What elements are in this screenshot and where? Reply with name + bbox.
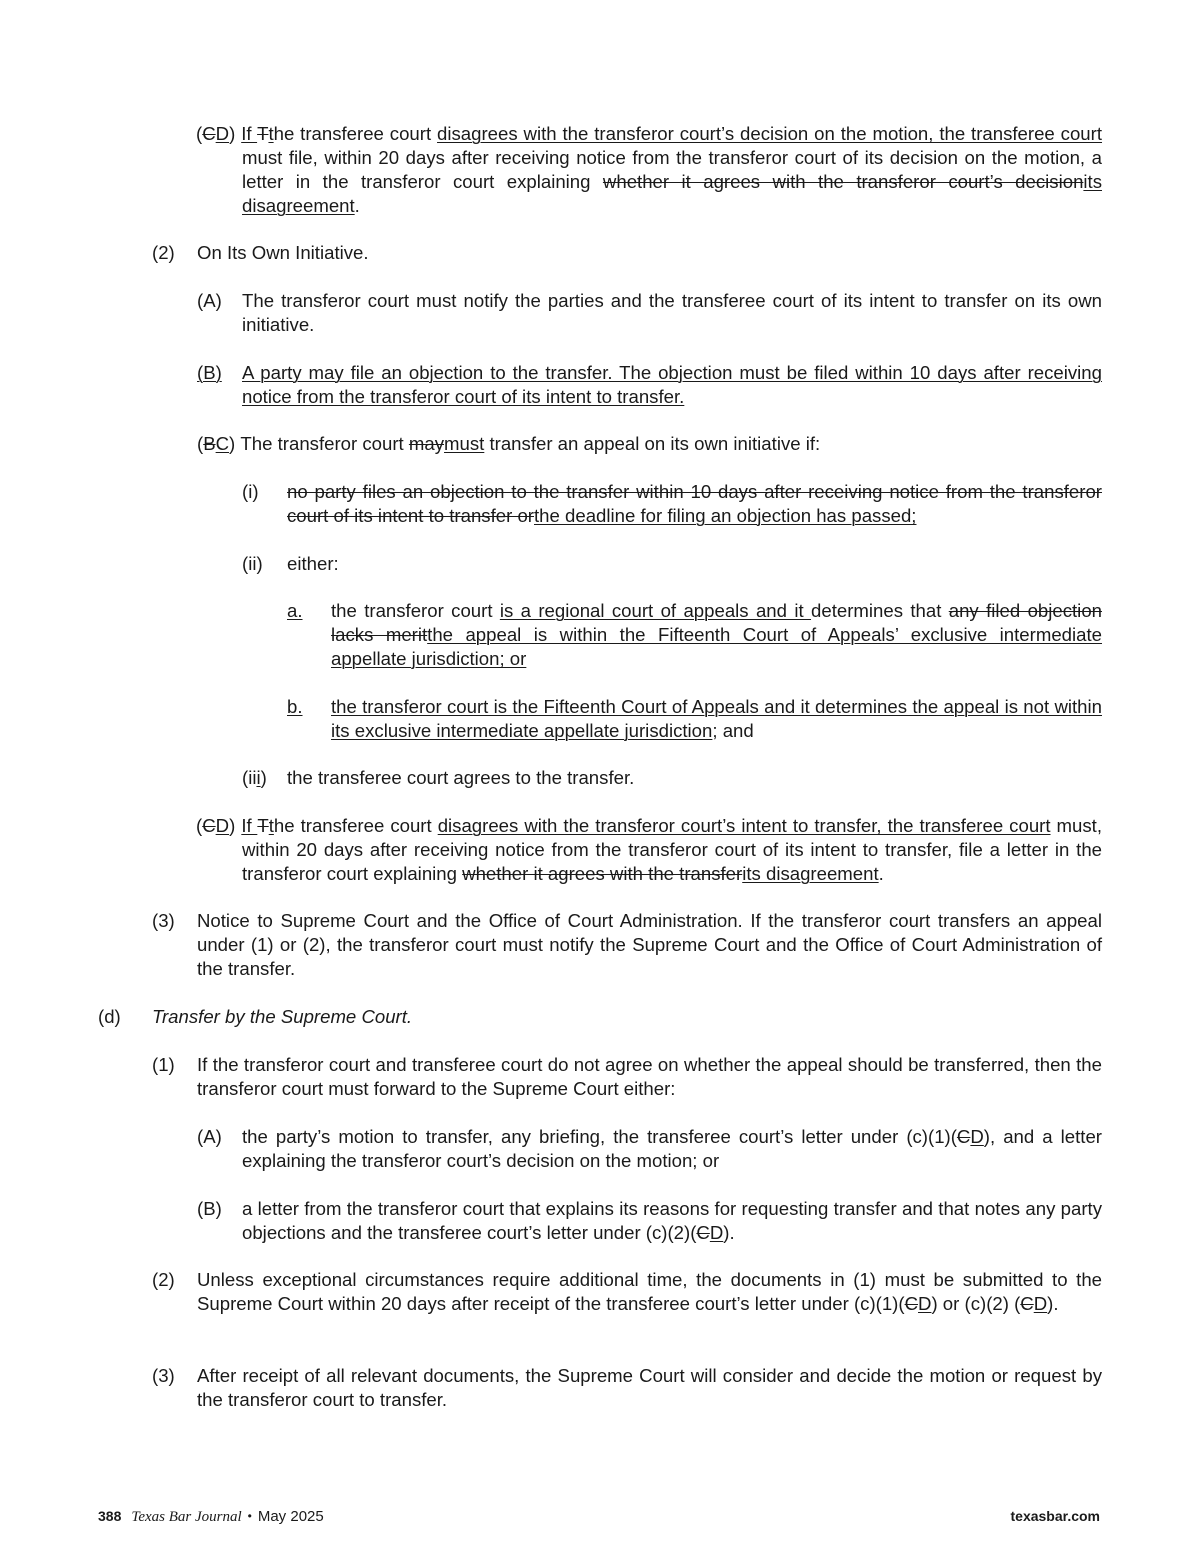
label-c2-C: (BC) [197, 433, 236, 454]
paragraph-c2-C-ii-a: the transferor court is a regional court of appeals and it determines that any filed objection lacks meritthe appeal is within the Fifteenth Court of Appeals’ exclusive intermediate appellate jurisdiction; or [331, 600, 1102, 669]
label-c2: (2) [152, 242, 175, 263]
paragraph-d1-A: the party’s motion to transfer, any briefing, the transferee court’s letter under (c)(1)(CD), and a letter explaining the transferor court’s decision on the motion; or [242, 1126, 1102, 1171]
paragraph-d1: If the transferor court and transferee court do not agree on whether the appeal should be transferred, then the transferor court must forward to the Supreme Court either: [197, 1054, 1102, 1099]
paragraph-c2-C-ii: either: [287, 553, 339, 574]
label-d2: (2) [152, 1269, 175, 1290]
label-d3: (3) [152, 1365, 175, 1386]
paragraph-c3: Notice to Supreme Court and the Office of Court Administration. If the transferor court transfers an appeal under (1) or (2), the transferor court must notify the Supreme Court and the Office of Court Administration of the transfer. [197, 910, 1102, 979]
paragraph-c1-D: (CD) If Tthe transferee court disagrees with the transferor court’s decision on the motion, the transferee court must file, within 20 days after receiving notice from the transferor court of its decision on the motion, a letter in the transferor court explaining whether it agrees with the transferor court’s decisionits disagreement. [196, 123, 1103, 216]
label-c3: (3) [152, 910, 175, 931]
label-d1-B: (B) [197, 1198, 222, 1219]
label-c2-C-ii: (ii) [242, 553, 263, 574]
heading-c2: On Its Own Initiative. [197, 242, 369, 263]
label-c2-A: (A) [197, 290, 222, 311]
label-c2-C-i: (i) [242, 481, 259, 502]
paragraph-c2-C: (BC) The transferor court maymust transfer an appeal on its own initiative if: [197, 433, 821, 454]
paragraph-d1-B: a letter from the transferor court that explains its reasons for requesting transfer and that notes any party objections and the transferee court’s letter under (c)(2)(CD). [242, 1198, 1102, 1243]
page-number: 388 [98, 1508, 122, 1524]
paragraph-d2: Unless exceptional circumstances require additional time, the documents in (1) must be submitted to the Supreme Court within 20 days after receipt of the transferee court’s letter under (c)(1)(CD) or (c)(2) (CD). [197, 1269, 1102, 1314]
bullet-separator: • [247, 1509, 252, 1523]
footer-publication [98, 1506, 324, 1527]
label-d1: (1) [152, 1054, 175, 1075]
paragraph-c2-C-ii-b: the transferor court is the Fifteenth Court of Appeals and it determines the appeal is not within its exclusive intermediate appellate jurisdiction; and [331, 696, 1102, 741]
paragraph-c2-C-i: no party files an objection to the transfer within 10 days after receiving notice from the transferor court of its intent to transfer orthe deadline for filing an objection has passed; [287, 481, 1102, 526]
paragraph-c2-D: (CD) If Tthe transferee court disagrees with the transferor court’s intent to transfer, the transferee court must, within 20 days after receiving notice from the transferor court of its intent to transfer, file a letter in the transferor court explaining whether it agrees with the transferits disagreement. [196, 815, 1103, 884]
paragraph-d3: After receipt of all relevant documents, the Supreme Court will consider and decide the motion or request by the transferor court to transfer. [197, 1365, 1102, 1410]
label-c1-D: (CD) [196, 123, 236, 144]
label-c2-C-ii-b: b. [287, 696, 303, 717]
label-c2-D: (CD) [196, 815, 236, 836]
label-c2-C-ii-a: a. [287, 600, 303, 621]
paragraph-c2-A: The transferor court must notify the parties and the transferee court of its intent to transfer on its own initiative. [242, 290, 1102, 335]
label-d: (d) [98, 1006, 121, 1027]
paragraph-c2-B: A party may file an objection to the transfer. The objection must be filed within 10 days after receiving notice from the transferor court of its intent to transfer. [242, 362, 1102, 407]
label-c2-B: (B) [197, 362, 222, 383]
paragraph-c2-C-iii: the transferee court agrees to the transfer. [287, 767, 635, 788]
label-d1-A: (A) [197, 1126, 222, 1147]
website-link[interactable]: texasbar.com [1010, 1508, 1100, 1524]
heading-d: Transfer by the Supreme Court. [152, 1006, 413, 1027]
publication-name: Texas Bar Journal [131, 1509, 242, 1525]
issue-date: May 2025 [257, 1508, 324, 1525]
label-c2-C-iii: (iii) [242, 767, 267, 788]
